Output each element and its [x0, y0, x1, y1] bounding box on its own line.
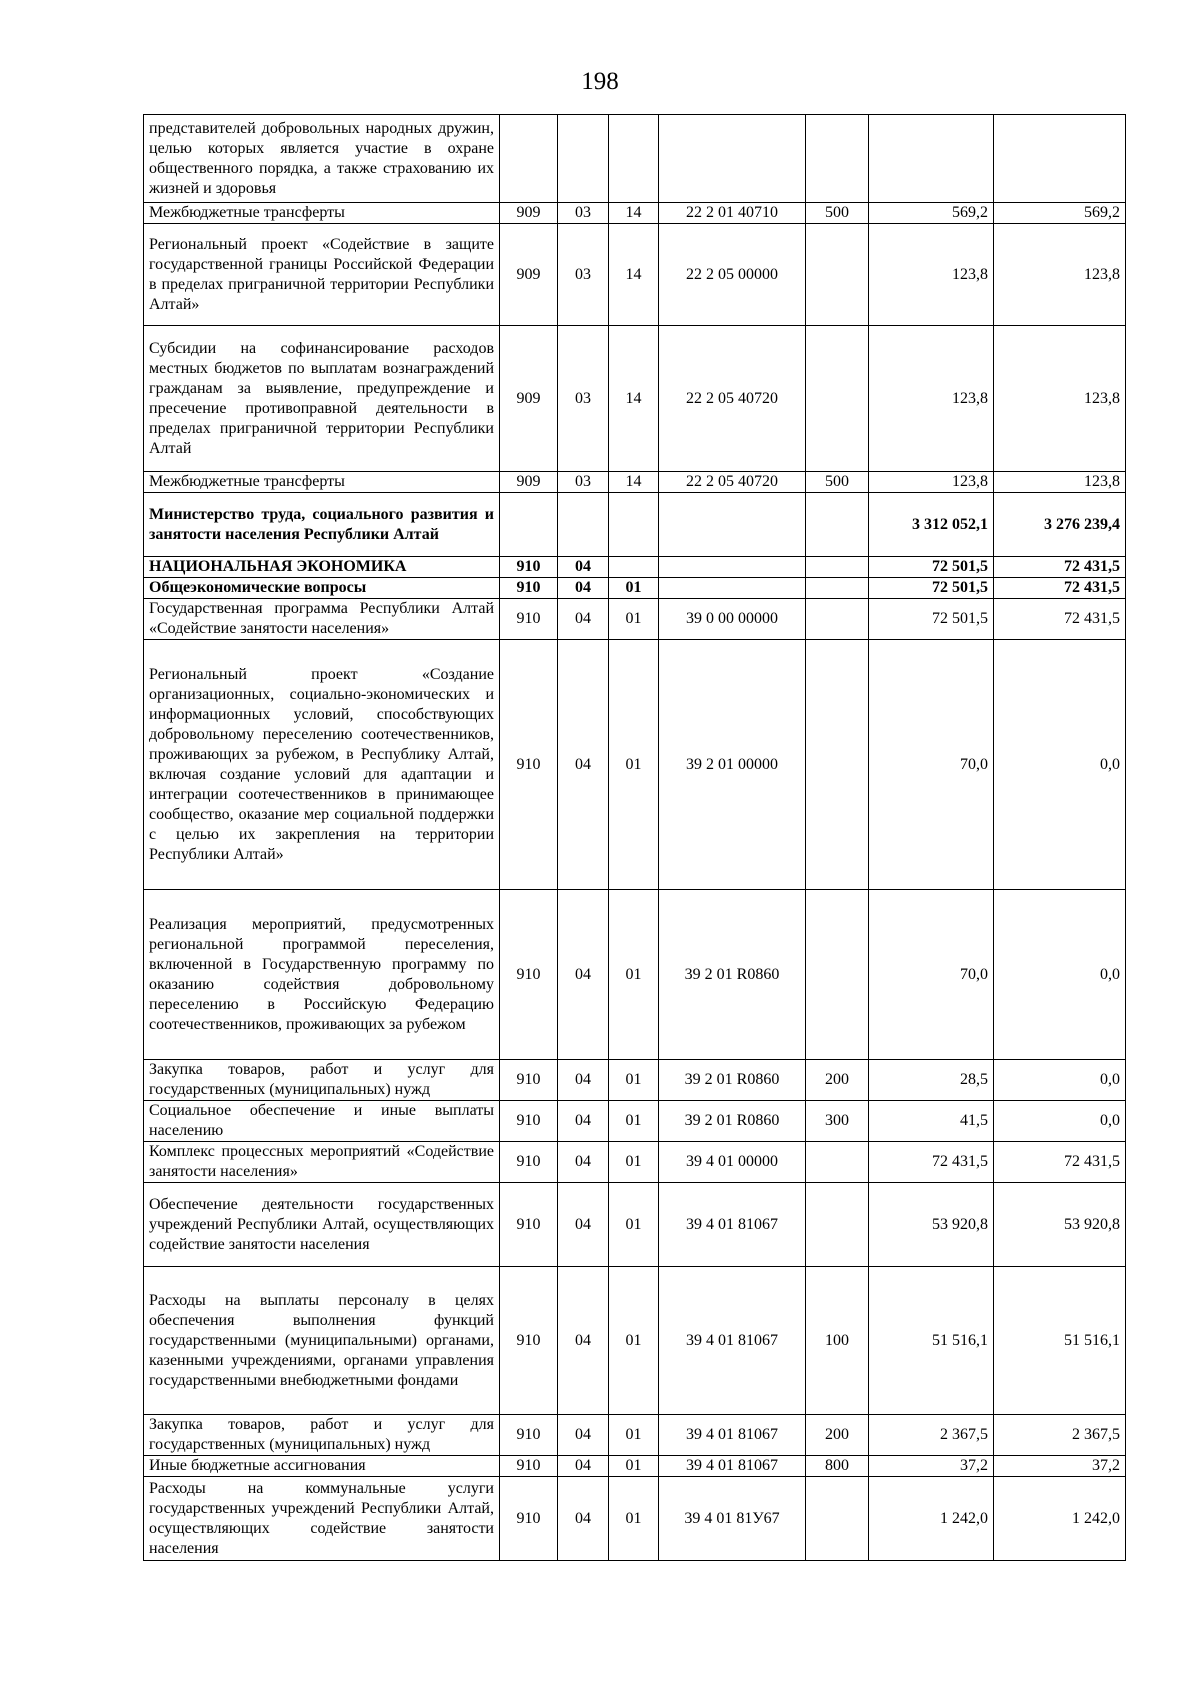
target-article-cell: 39 4 01 81067: [659, 1415, 806, 1456]
amount-year2-cell: 37,2: [994, 1456, 1126, 1477]
subsection-code-cell: 01: [609, 1415, 659, 1456]
item-name-cell: Закупка товаров, работ и услуг для государственных (муниципальных) нужд: [144, 1415, 500, 1456]
target-article-cell: 39 2 01 R0860: [659, 1101, 806, 1142]
amount-year2-cell: 0,0: [994, 1060, 1126, 1101]
target-article-cell: 22 2 05 40720: [659, 326, 806, 472]
table-row: [144, 890, 1126, 1060]
table-row: [144, 599, 1126, 640]
table-row: [144, 326, 1126, 472]
amount-year1-cell: 37,2: [869, 1456, 994, 1477]
table-row: [144, 1415, 1126, 1456]
section-code-cell: 04: [558, 890, 609, 1060]
expense-type-cell: [806, 1142, 869, 1183]
grbs-code-cell: [500, 493, 558, 557]
grbs-code-cell: 909: [500, 224, 558, 326]
table-row: [144, 115, 1126, 203]
grbs-code-cell: 910: [500, 890, 558, 1060]
expense-type-cell: [806, 640, 869, 890]
target-article-cell: 39 2 01 R0860: [659, 890, 806, 1060]
subsection-code-cell: 01: [609, 1456, 659, 1477]
amount-year2-cell: 123,8: [994, 326, 1126, 472]
grbs-code-cell: 909: [500, 472, 558, 493]
table-row: [144, 557, 1126, 578]
amount-year1-cell: 72 431,5: [869, 1142, 994, 1183]
grbs-code-cell: 909: [500, 326, 558, 472]
subsection-code-cell: 01: [609, 1101, 659, 1142]
subsection-code-cell: 14: [609, 203, 659, 224]
table-row: [144, 203, 1126, 224]
subsection-code-cell: [609, 493, 659, 557]
amount-year1-cell: 123,8: [869, 472, 994, 493]
table-row: [144, 493, 1126, 557]
amount-year2-cell: 0,0: [994, 1101, 1126, 1142]
page-number: 198: [581, 68, 619, 95]
expense-type-cell: 200: [806, 1060, 869, 1101]
expense-type-cell: [806, 1183, 869, 1267]
grbs-code-cell: 910: [500, 1183, 558, 1267]
item-name-cell: Расходы на коммунальные услуги государственных учреждений Республики Алтай, осуществляющих содействие занятости населения: [144, 1477, 500, 1561]
amount-year2-cell: 51 516,1: [994, 1267, 1126, 1415]
amount-year1-cell: 2 367,5: [869, 1415, 994, 1456]
amount-year1-cell: 72 501,5: [869, 557, 994, 578]
expense-type-cell: 500: [806, 203, 869, 224]
item-name-cell: Иные бюджетные ассигнования: [144, 1456, 500, 1477]
grbs-code-cell: 910: [500, 1456, 558, 1477]
amount-year1-cell: 70,0: [869, 890, 994, 1060]
item-name-cell: Региональный проект «Создание организационных, социально-экономических и информационных условий, способствующих добровольному переселению соотечественников, проживающих за рубежом, в Республику Алтай, включая создание условий для адаптации и интеграции соотечественников в принимающее сообщество, оказание мер социальной поддержки с целью их закрепления на территории Республики Алтай»: [144, 640, 500, 890]
section-code-cell: 04: [558, 1142, 609, 1183]
expense-type-cell: [806, 1477, 869, 1561]
subsection-code-cell: 14: [609, 224, 659, 326]
budget-table-body: [144, 115, 1126, 1561]
item-name-cell: НАЦИОНАЛЬНАЯ ЭКОНОМИКА: [144, 557, 500, 578]
section-code-cell: 04: [558, 1477, 609, 1561]
expense-type-cell: 200: [806, 1415, 869, 1456]
item-name-cell: Обеспечение деятельности государственных учреждений Республики Алтай, осуществляющих содействие занятости населения: [144, 1183, 500, 1267]
item-name-cell: Региональный проект «Содействие в защите государственной границы Российской Федерации в пределах приграничной территории Республики Алтай»: [144, 224, 500, 326]
target-article-cell: 22 2 05 40720: [659, 472, 806, 493]
expense-type-cell: [806, 578, 869, 599]
subsection-code-cell: [609, 115, 659, 203]
target-article-cell: 39 4 01 81067: [659, 1267, 806, 1415]
table-row: [144, 1142, 1126, 1183]
grbs-code-cell: 910: [500, 1060, 558, 1101]
subsection-code-cell: 01: [609, 1060, 659, 1101]
item-name-cell: Комплекс процессных мероприятий «Содействие занятости населения»: [144, 1142, 500, 1183]
table-row: [144, 1183, 1126, 1267]
amount-year2-cell: 1 242,0: [994, 1477, 1126, 1561]
amount-year2-cell: 0,0: [994, 640, 1126, 890]
target-article-cell: 39 2 01 R0860: [659, 1060, 806, 1101]
section-code-cell: 04: [558, 578, 609, 599]
item-name-cell: Межбюджетные трансферты: [144, 472, 500, 493]
grbs-code-cell: 910: [500, 640, 558, 890]
section-code-cell: 04: [558, 1101, 609, 1142]
grbs-code-cell: 910: [500, 1142, 558, 1183]
section-code-cell: 03: [558, 472, 609, 493]
expense-type-cell: 500: [806, 472, 869, 493]
target-article-cell: 39 4 01 81067: [659, 1183, 806, 1267]
subsection-code-cell: 01: [609, 1267, 659, 1415]
subsection-code-cell: 14: [609, 472, 659, 493]
amount-year2-cell: 123,8: [994, 224, 1126, 326]
amount-year1-cell: 123,8: [869, 326, 994, 472]
subsection-code-cell: 01: [609, 599, 659, 640]
section-code-cell: 04: [558, 1267, 609, 1415]
item-name-cell: Социальное обеспечение и иные выплаты населению: [144, 1101, 500, 1142]
amount-year1-cell: [869, 115, 994, 203]
item-name-cell: Государственная программа Республики Алтай «Содействие занятости населения»: [144, 599, 500, 640]
section-code-cell: [558, 493, 609, 557]
target-article-cell: [659, 557, 806, 578]
table-row: [144, 224, 1126, 326]
amount-year2-cell: [994, 115, 1126, 203]
target-article-cell: 39 4 01 81067: [659, 1456, 806, 1477]
table-row: [144, 578, 1126, 599]
grbs-code-cell: 910: [500, 1101, 558, 1142]
subsection-code-cell: 01: [609, 578, 659, 599]
target-article-cell: 22 2 05 00000: [659, 224, 806, 326]
section-code-cell: 04: [558, 640, 609, 890]
item-name-cell: Реализация мероприятий, предусмотренных региональной программой переселения, включенной в Государственную программу по оказанию содействия добровольному переселению в Российскую Федерацию соотечественников, проживающих за рубежом: [144, 890, 500, 1060]
item-name-cell: Общеэкономические вопросы: [144, 578, 500, 599]
table-row: [144, 1267, 1126, 1415]
amount-year1-cell: 51 516,1: [869, 1267, 994, 1415]
amount-year1-cell: 569,2: [869, 203, 994, 224]
subsection-code-cell: 14: [609, 326, 659, 472]
section-code-cell: 04: [558, 1456, 609, 1477]
section-code-cell: [558, 115, 609, 203]
amount-year2-cell: 72 431,5: [994, 578, 1126, 599]
target-article-cell: 39 0 00 00000: [659, 599, 806, 640]
expense-type-cell: [806, 326, 869, 472]
amount-year1-cell: 3 312 052,1: [869, 493, 994, 557]
table-row: [144, 1101, 1126, 1142]
grbs-code-cell: 910: [500, 557, 558, 578]
amount-year1-cell: 41,5: [869, 1101, 994, 1142]
item-name-cell: представителей добровольных народных дружин, целью которых является участие в охране общественного порядка, а также страхованию их жизней и здоровья: [144, 115, 500, 203]
amount-year1-cell: 28,5: [869, 1060, 994, 1101]
item-name-cell: Расходы на выплаты персоналу в целях обеспечения выполнения функций государственными (муниципальными) органами, казенными учреждениями, органами управления государственными внебюджетными фондами: [144, 1267, 500, 1415]
expense-type-cell: 300: [806, 1101, 869, 1142]
section-code-cell: 04: [558, 599, 609, 640]
budget-table: [143, 114, 1126, 1561]
amount-year2-cell: 72 431,5: [994, 599, 1126, 640]
amount-year2-cell: 53 920,8: [994, 1183, 1126, 1267]
target-article-cell: 39 2 01 00000: [659, 640, 806, 890]
amount-year1-cell: 72 501,5: [869, 599, 994, 640]
grbs-code-cell: [500, 115, 558, 203]
target-article-cell: 39 4 01 00000: [659, 1142, 806, 1183]
amount-year1-cell: 53 920,8: [869, 1183, 994, 1267]
section-code-cell: 04: [558, 557, 609, 578]
expense-type-cell: [806, 224, 869, 326]
table-row: [144, 1477, 1126, 1561]
expense-type-cell: [806, 115, 869, 203]
target-article-cell: [659, 578, 806, 599]
expense-type-cell: [806, 557, 869, 578]
item-name-cell: Межбюджетные трансферты: [144, 203, 500, 224]
item-name-cell: Закупка товаров, работ и услуг для государственных (муниципальных) нужд: [144, 1060, 500, 1101]
amount-year2-cell: 0,0: [994, 890, 1126, 1060]
amount-year2-cell: 72 431,5: [994, 1142, 1126, 1183]
amount-year2-cell: 72 431,5: [994, 557, 1126, 578]
subsection-code-cell: 01: [609, 1477, 659, 1561]
table-row: [144, 640, 1126, 890]
section-code-cell: 04: [558, 1415, 609, 1456]
section-code-cell: 04: [558, 1060, 609, 1101]
grbs-code-cell: 909: [500, 203, 558, 224]
amount-year2-cell: 2 367,5: [994, 1415, 1126, 1456]
grbs-code-cell: 910: [500, 1415, 558, 1456]
amount-year1-cell: 72 501,5: [869, 578, 994, 599]
target-article-cell: 22 2 01 40710: [659, 203, 806, 224]
expense-type-cell: 100: [806, 1267, 869, 1415]
amount-year2-cell: 3 276 239,4: [994, 493, 1126, 557]
grbs-code-cell: 910: [500, 578, 558, 599]
target-article-cell: 39 4 01 81У67: [659, 1477, 806, 1561]
amount-year1-cell: 70,0: [869, 640, 994, 890]
table-row: [144, 1456, 1126, 1477]
subsection-code-cell: 01: [609, 1142, 659, 1183]
subsection-code-cell: 01: [609, 890, 659, 1060]
grbs-code-cell: 910: [500, 1267, 558, 1415]
expense-type-cell: [806, 493, 869, 557]
grbs-code-cell: 910: [500, 599, 558, 640]
section-code-cell: 03: [558, 203, 609, 224]
item-name-cell: Министерство труда, социального развития и занятости населения Республики Алтай: [144, 493, 500, 557]
section-code-cell: 03: [558, 224, 609, 326]
subsection-code-cell: 01: [609, 640, 659, 890]
section-code-cell: 04: [558, 1183, 609, 1267]
target-article-cell: [659, 493, 806, 557]
table-row: [144, 1060, 1126, 1101]
amount-year2-cell: 123,8: [994, 472, 1126, 493]
grbs-code-cell: 910: [500, 1477, 558, 1561]
amount-year1-cell: 123,8: [869, 224, 994, 326]
amount-year1-cell: 1 242,0: [869, 1477, 994, 1561]
section-code-cell: 03: [558, 326, 609, 472]
expense-type-cell: [806, 599, 869, 640]
target-article-cell: [659, 115, 806, 203]
item-name-cell: Субсидии на софинансирование расходов местных бюджетов по выплатам вознаграждений гражданам за выявление, предупреждение и пресечение противоправной деятельности в пределах приграничной территории Республики Алтай: [144, 326, 500, 472]
expense-type-cell: [806, 890, 869, 1060]
amount-year2-cell: 569,2: [994, 203, 1126, 224]
table-row: [144, 472, 1126, 493]
expense-type-cell: 800: [806, 1456, 869, 1477]
subsection-code-cell: [609, 557, 659, 578]
subsection-code-cell: 01: [609, 1183, 659, 1267]
